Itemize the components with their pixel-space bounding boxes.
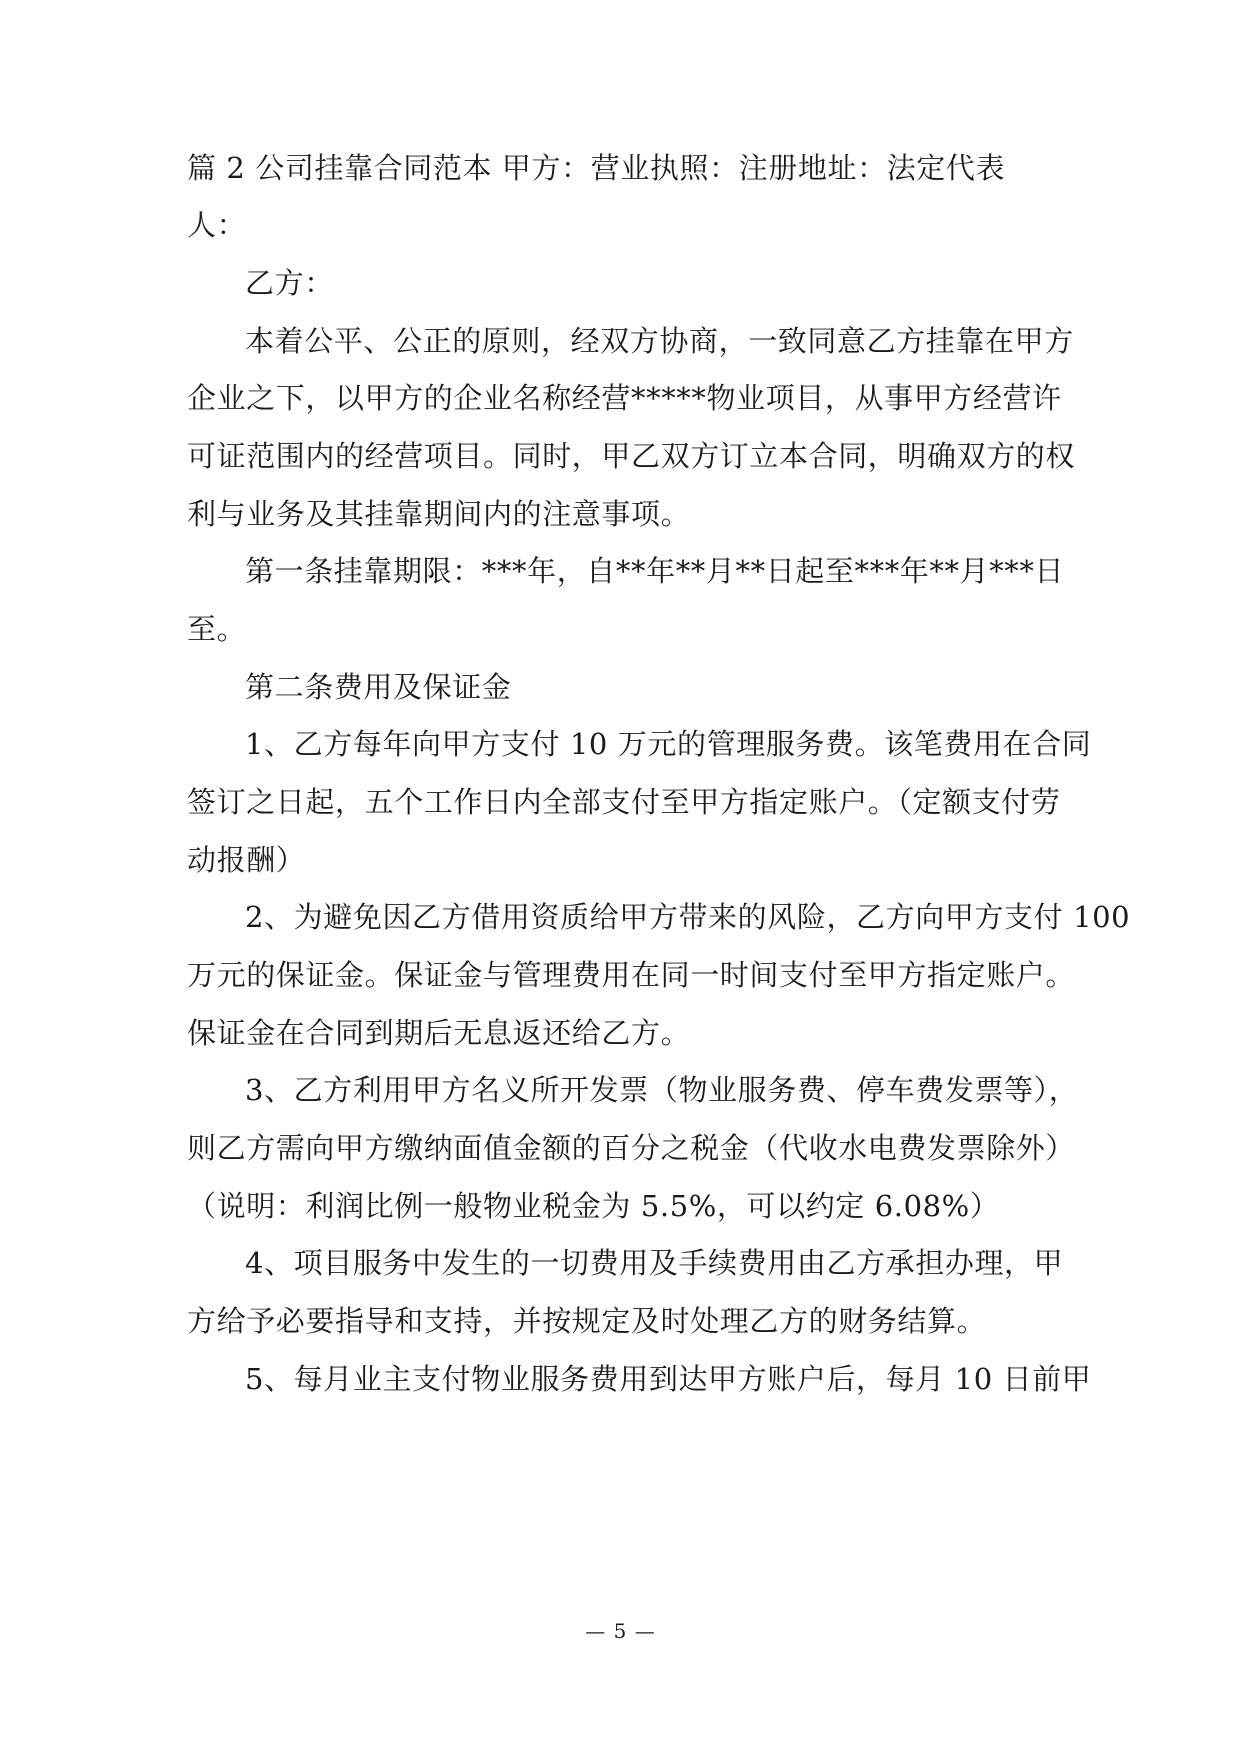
text-line: 签订之日起，五个工作日内全部支付至甲方指定账户。（定额支付劳: [187, 785, 1061, 819]
party-b-line: 乙方：: [245, 266, 334, 300]
item-5-line: 5、每月业主支付物业服务费用到达甲方账户后，每月 10 日前甲: [245, 1362, 1092, 1396]
page-number: — 5 —: [585, 1619, 656, 1643]
text-line: 可证范围内的经营项目。同时，甲乙双方订立本合同，明确双方的权: [187, 439, 1076, 473]
item-3-line: 3、乙方利用甲方名义所开发票（物业服务费、停车费发票等），: [245, 1073, 1079, 1107]
paragraph-line: 本着公平、公正的原则，经双方协商，一致同意乙方挂靠在甲方: [245, 324, 1074, 358]
text-line: 企业之下，以甲方的企业名称经营*****物业项目，从事甲方经营许: [187, 381, 1062, 415]
item-2-line: 2、为避免因乙方借用资质给甲方带来的风险，乙方向甲方支付 100: [245, 900, 1131, 934]
item-4-line: 4、项目服务中发生的一切费用及手续费用由乙方承担办理，甲: [245, 1246, 1064, 1280]
clause-1-heading: 第一条挂靠期限：***年，自**年**月**日起至***年**月***日: [245, 554, 1065, 588]
text-line: 动报酬）: [187, 843, 306, 877]
title-line: 篇 2 公司挂靠合同范本 甲方：营业执照：注册地址：法定代表: [187, 151, 1006, 185]
item-1-line: 1、乙方每年向甲方支付 10 万元的管理服务费。该笔费用在合同: [245, 727, 1092, 761]
text-line: 保证金在合同到期后无息返还给乙方。: [187, 1016, 691, 1050]
text-line: 则乙方需向甲方缴纳面值金额的百分之税金（代收水电费发票除外）: [187, 1131, 1076, 1165]
text-line: 方给予必要指导和支持，并按规定及时处理乙方的财务结算。: [187, 1304, 987, 1338]
text-line: 人：: [187, 208, 247, 242]
text-line: 至。: [187, 612, 247, 646]
text-line: 利与业务及其挂靠期间内的注意事项。: [187, 497, 691, 531]
note-line: （说明：利润比例一般物业税金为 5.5%，可以约定 6.08%）: [187, 1189, 1000, 1223]
text-line: 万元的保证金。保证金与管理费用在同一时间支付至甲方指定账户。: [187, 958, 1076, 992]
clause-2-heading: 第二条费用及保证金: [245, 670, 512, 704]
